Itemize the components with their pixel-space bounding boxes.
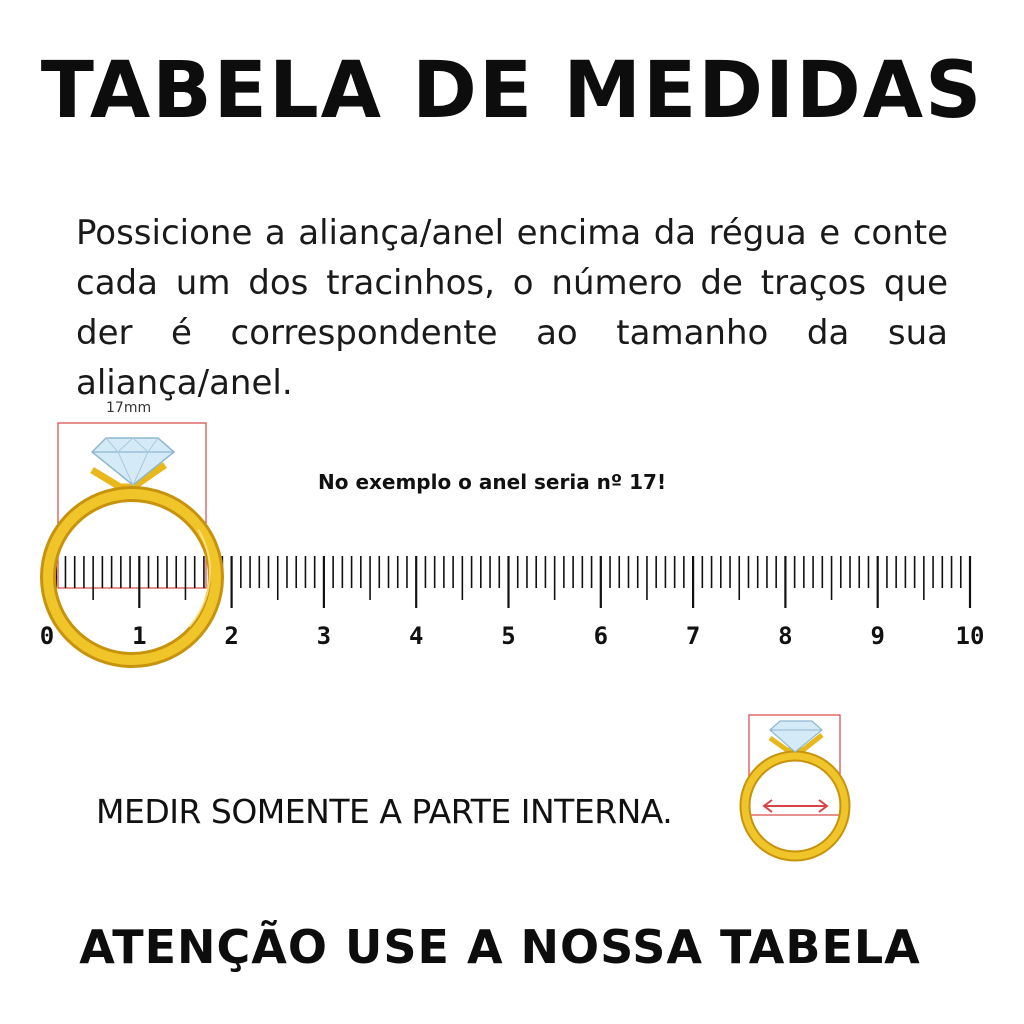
page-title: TABELA DE MEDIDAS — [40, 46, 984, 136]
ring-illustration — [39, 465, 216, 660]
ruler-number: 10 — [955, 622, 985, 650]
ruler-number: 3 — [316, 622, 332, 650]
small-diamond-icon — [770, 721, 822, 752]
ruler-ticks — [47, 556, 970, 608]
ruler-number: 1 — [132, 622, 147, 650]
example-note: No exemplo o anel seria nº 17! — [318, 470, 667, 494]
ruler-number: 4 — [408, 622, 424, 650]
ruler-number: 8 — [778, 622, 793, 650]
dimension-label: 17mm — [106, 400, 152, 416]
ruler-number: 6 — [593, 622, 609, 650]
attention-banner: ATENÇÃO USE A NOSSA TABELA — [79, 920, 921, 974]
instructions-text: Possicione a aliança/anel encima da régua e conte cada um dos tracinhos, o número de traços que der é correspondente ao tamanho da sua aliança/anel. — [76, 213, 948, 403]
small-ring-illustration — [745, 735, 845, 856]
inner-diameter-arrow-icon — [764, 800, 827, 812]
ruler-number: 5 — [501, 622, 516, 650]
ruler-number: 9 — [870, 622, 885, 650]
ruler-number: 0 — [39, 622, 55, 650]
ruler-number: 7 — [685, 622, 701, 650]
ruler-number: 2 — [224, 622, 239, 650]
measure-instruction: MEDIR SOMENTE A PARTE INTERNA. — [96, 792, 673, 831]
